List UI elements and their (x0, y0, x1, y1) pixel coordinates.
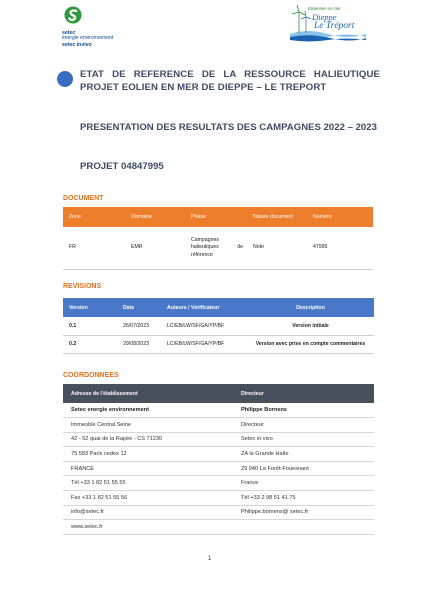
cell-phase-line1: Campagnes (191, 237, 219, 244)
cell-version: 0.1 (63, 317, 117, 335)
cell-director: 29 940 La Forêt-Fouesnant (233, 461, 374, 476)
cell-address: info@setec.fr (63, 505, 233, 520)
document-table (63, 207, 373, 270)
park-logo-dieppe: Dieppe (312, 12, 337, 22)
col-nature: Nature document (247, 207, 307, 227)
col-auteurs: Auteurs / Vérificateur (161, 298, 247, 317)
dieppe-treport-logo (288, 4, 368, 42)
table-row (63, 447, 374, 462)
cell-director: Philippe.bornens@ setec.fr (233, 505, 374, 520)
cell-auteurs: LC/EB/LW/SF/GA/YP/BF (161, 317, 247, 335)
table-row (63, 461, 374, 476)
cell-description: Version avec prise en compte commentaires (247, 335, 374, 353)
cell-address: FRANCE (63, 461, 233, 476)
setec-logo-name: setec (62, 30, 76, 36)
revisions-section-heading: REVISIONS (63, 283, 102, 290)
cell-version: 0.2 (63, 335, 117, 353)
col-description: Description (247, 298, 374, 317)
table-row (63, 403, 374, 418)
cell-description: Version initiale (247, 317, 374, 335)
cell-director: Tél +33 2 98 51 41 75 (233, 491, 374, 506)
project-number: PROJET 04847995 (80, 161, 164, 172)
cell-domaine: EMR (131, 244, 143, 251)
col-adresse: Adresse de l'établissement (63, 384, 233, 403)
col-zone: Zone (63, 207, 125, 227)
document-title: ETAT DE REFERENCE DE LA RESSOURCE HALIEUTIQUE PROJET EOLIEN EN MER DE DIEPPE – LE TREPORT (80, 69, 380, 93)
document-table-header (63, 207, 373, 227)
cell-address: Tél +33 1 82 51 55 55 (63, 476, 233, 491)
cell-date: 26/07/2023 (117, 317, 161, 335)
col-version: Version (63, 298, 117, 317)
park-logo-treport: Le Tréport (314, 21, 355, 31)
park-logo-tagline: Éoliennes en mer (308, 6, 341, 11)
col-directeur: Directeur (233, 384, 374, 403)
cell-zone: FR (69, 244, 76, 251)
page-number: 1 (208, 556, 212, 562)
col-phase: Phase (185, 207, 247, 227)
cell-director (233, 520, 374, 535)
table-row (63, 520, 374, 535)
coordonnees-table-header (63, 384, 374, 403)
table-row (63, 505, 374, 520)
cell-phase (185, 227, 247, 269)
cell-director: Directeur (233, 418, 374, 433)
cell-phase-line2: halieutiques (191, 244, 219, 251)
document-section-heading: DOCUMENT (63, 195, 104, 202)
col-domaine: Domaine (125, 207, 185, 227)
table-row (63, 476, 374, 491)
cell-address: Setec energie environnement (63, 403, 233, 418)
cell-nature: Note (253, 244, 264, 251)
col-date: Date (117, 298, 161, 317)
coordonnees-table (63, 384, 374, 535)
cell-numero: 47995 (313, 244, 328, 251)
cell-director: Setec in vivo (233, 432, 374, 447)
title-bullet-icon (57, 71, 73, 87)
cell-address: 42 - 52 quai de la Rapée - CS 71230 (63, 432, 233, 447)
cell-director: Philippe Bornens (233, 403, 374, 418)
setec-logo-division: énergie environnement (62, 35, 114, 41)
table-row (63, 335, 374, 353)
setec-logo-invivo: setec invivo (62, 41, 92, 48)
coordonnees-section-heading: COORDONNEES (63, 372, 119, 379)
cell-address: 75 583 Paris cedex 12 (63, 447, 233, 462)
cell-address: www.setec.fr (63, 520, 233, 535)
revisions-table-header (63, 298, 374, 317)
cell-director: ZA la Grande Halte (233, 447, 374, 462)
col-numero: Numéro (307, 207, 373, 227)
cell-date: 29/08/2023 (117, 335, 161, 353)
cell-director: France (233, 476, 374, 491)
table-row (63, 227, 373, 269)
cell-address: Immeuble Central Seine (63, 418, 233, 433)
cell-auteurs: LC/EB/LW/SF/GA/YP/BF (161, 335, 247, 353)
cell-address: Fax +33 1 82 51 55 56 (63, 491, 233, 506)
table-row (63, 317, 374, 335)
setec-logo (62, 6, 142, 48)
table-row (63, 418, 374, 433)
table-row (63, 491, 374, 506)
document-subtitle: PRESENTATION DES RESULTATS DES CAMPAGNES 2022 – 2023 (80, 122, 377, 133)
setec-logo-icon (64, 6, 82, 24)
revisions-table (63, 298, 374, 354)
cell-phase-line3: référence (191, 251, 213, 258)
cell-phase-de: de (237, 244, 243, 250)
table-row (63, 432, 374, 447)
